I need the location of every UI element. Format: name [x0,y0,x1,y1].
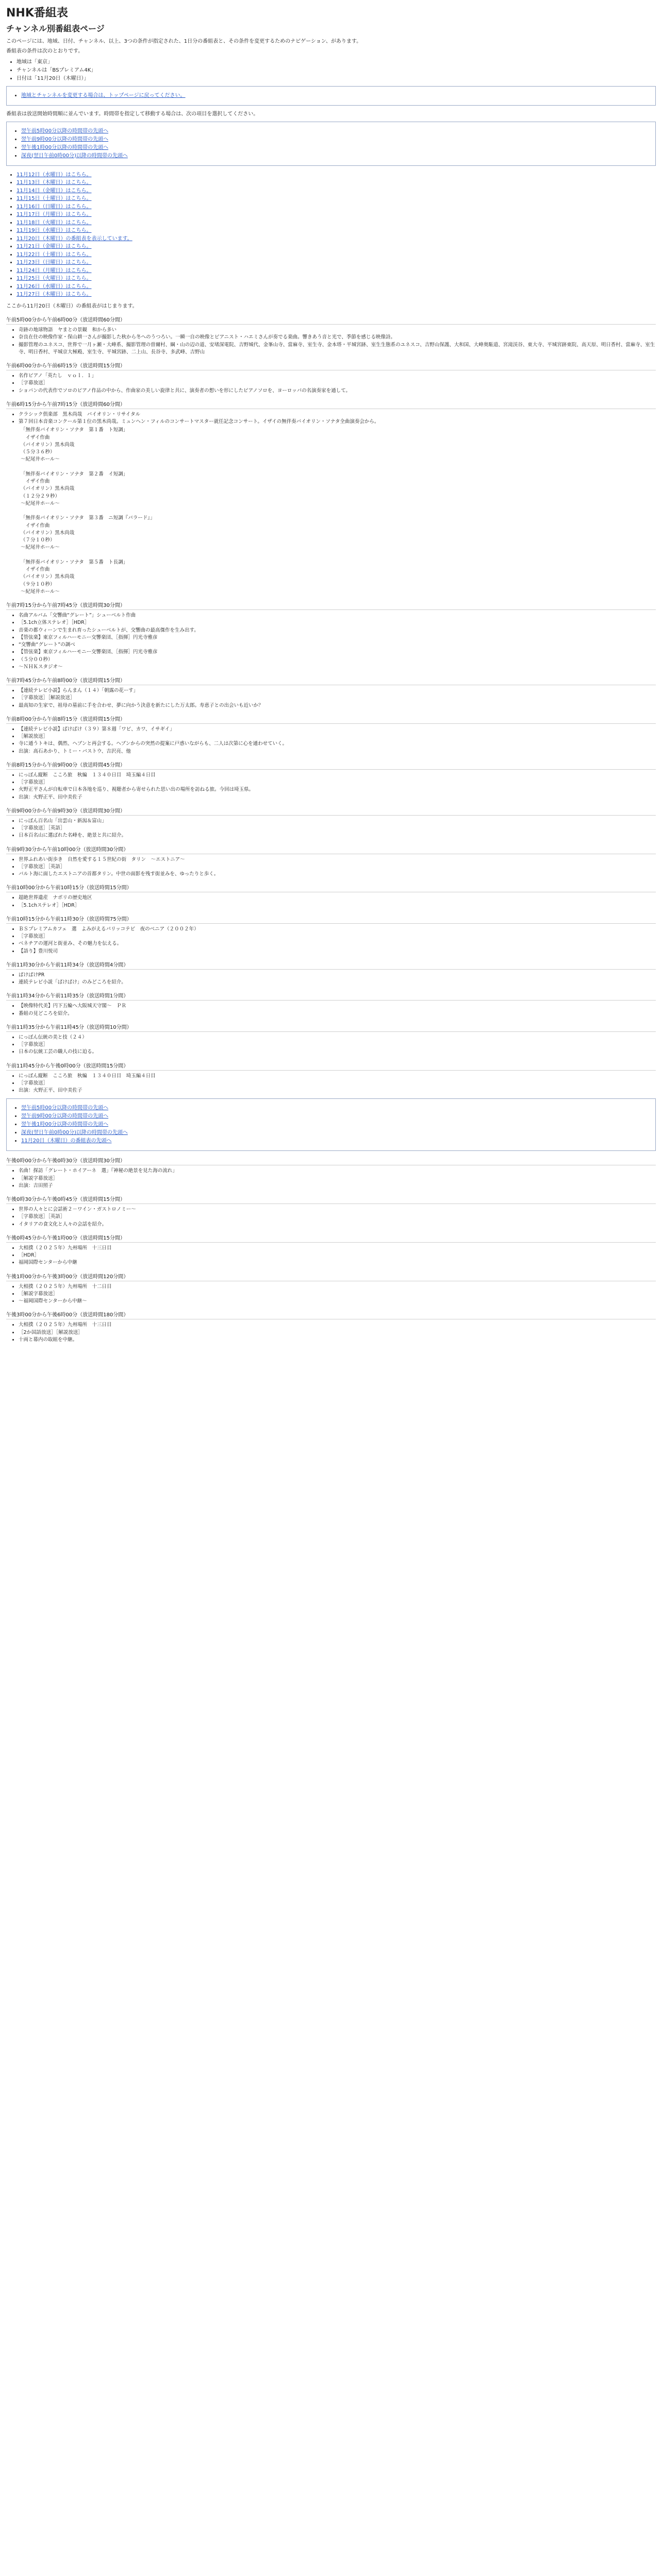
program-detail: • 出演：高石あかり、トミー・バストウ、吉沢亮、他 [19,748,656,755]
program-detail: • 最高知の生家で、祖母の墓前に手を合わせ、夢に向かう決意を新たにした万太郎。寿恵子との出会いも近いか？ [19,702,656,709]
date-nav-item [16,235,656,243]
program-detail: • イタリアの食文化と人々の会話を紹介。 [19,1221,656,1228]
program-detail: • ［HDR］ [19,1252,656,1259]
date-nav-link[interactable]: 11月25日（火曜日）はこちら。 [16,276,92,281]
program-time: 午前5時00分から午前6時00分（放送時間60分間） [6,315,656,325]
time-nav-list [11,127,651,160]
time-nav-box-repeat [6,1098,656,1151]
time-nav-repeat-link[interactable]: 翌午前5時00分以降の時間帯の先頭へ [21,1105,109,1111]
time-nav-link[interactable]: 翌午前5時00分以降の時間帯の先頭へ [21,128,109,134]
program-entry [6,1272,656,1306]
time-nav-intro: 番組表は放送開始時間順に並んでいます。時間帯を指定して移動する場合は、次の項目を選択してください。 [6,111,259,117]
program-entry [6,960,656,987]
program-detail-list [10,772,656,801]
program-detail-list [10,1321,656,1344]
date-nav-link[interactable]: 11月13日（木曜日）はこちら。 [16,180,92,185]
date-nav-item [16,203,656,211]
program-detail: • 日本の伝統工芸の職人の技に迫る。 [19,1048,656,1056]
program-time: 午前7時45分から午前8時00分（放送時間15分間） [6,676,656,685]
program-detail-list [10,1206,656,1228]
condition-region: • 地域は「東京」 [16,58,656,66]
time-nav-link[interactable]: 深夜(翌日午前0時00分)以降の時間帯の先頭へ [21,152,128,159]
program-title: • 世界の人々とに会話術２－ワイン・ガストロノミー〜 [19,1206,656,1213]
date-nav-link[interactable]: 11月23日（日曜日）はこちら。 [16,260,92,265]
program-time: 午前10時15分から午前11時30分（放送時間75分間） [6,914,656,924]
program-detail-list [10,726,656,755]
program-time: 午後0時45分から午後1時00分（放送時間15分間） [6,1233,656,1243]
program-detail: • ベネチアの運河と街並み、その魅力を伝える。 [19,940,656,947]
time-nav-link[interactable]: 翌午後1時00分以降の時間帯の先頭へ [21,144,109,150]
program-time: 午前11時34分から午前11時35分（放送時間1分間） [6,991,656,1001]
program-detail: • ［字幕放送］ [19,380,656,387]
program-detail: • 【語り】豊川悦司 [19,948,656,955]
program-detail: • 十両と幕内の取組を中継。 [19,1336,656,1344]
program-time: 午前6時00分から午前6時15分（放送時間15分間） [6,361,656,370]
program-detail-list [10,1283,656,1306]
back-to-top-link[interactable]: 地域とチャンネルを変更する場合は、トップページに戻ってください。 [21,93,186,98]
change-condition-box [6,86,656,106]
program-detail: • ［解説字幕放送］ [19,1291,656,1298]
program-detail-list [10,1245,656,1267]
program-time: 午後1時00分から午後3時00分（放送時間120分間） [6,1272,656,1281]
date-nav-item [16,283,656,291]
time-nav-repeat-link[interactable]: 深夜(翌日午前0時00分)以降の時間帯の先頭へ [21,1130,128,1136]
time-nav-repeat-item [21,1129,651,1137]
program-detail-list [10,818,656,840]
time-nav-item [21,135,651,144]
program-detail-list [10,894,656,909]
date-nav-item [16,179,656,187]
date-nav-link[interactable]: 11月19日（水曜日）はこちら。 [16,228,92,233]
program-detail: • ショパンの代表作でソロのピアノ作品の中から、作曲家の美しい旋律と共に、演奏者の想いを形にしたピアノソロを、ヨーロッパの名演奏家を通して。 [19,387,656,395]
program-entry [6,1023,656,1056]
program-title: • 超絶世界遺産 ナポリの歴史地区 [19,894,656,902]
date-nav-link[interactable]: 11月18日（火曜日）はこちら。 [16,219,92,226]
program-detail: • 出演：火野正平、田中美佐子 [19,794,656,801]
date-nav-item [16,195,656,203]
date-nav-link[interactable]: 11月22日（土曜日）はこちら。 [16,251,92,258]
time-nav-repeat-link[interactable]: 11月20日（木曜日）の番組表の先頭へ [21,1138,112,1144]
program-detail: • ［字幕放送］［英語］ [19,825,656,832]
program-title: • 【連続テレビ小説】ばけばけ（３９）第８週「ワビ、カワ、イサギイ」 [19,726,656,733]
schedule-start: ここから11月20日（木曜日）の番組表がはじまります。 [6,303,138,309]
program-title: • 大相撲（２０２５年）九州場所 十三日目 [19,1321,656,1329]
program-detail-list [10,1003,656,1018]
program-detail: • 奈良在住の映像作家・保山耕一さんが撮影した秋から冬へのうつろい。一瞬一自の映像とピアニスト・ハエミさんが奏でる楽曲。響きあう音と光で、季節を感じる映像詩。 [19,334,656,341]
program-time: 午後0時00分から午後0時30分（放送時間30分間） [6,1156,656,1165]
program-title: • 奇跡の地球物語 ヤまとの景観 和から多い [19,327,656,334]
date-nav-link[interactable]: 11月15日（土曜日）はこちら。 [16,196,92,201]
program-entry [6,991,656,1018]
program-entry [6,1061,656,1095]
program-detail: • ［5.1chステレオ］［HDR］ [19,902,656,909]
program-detail: • ［2か国語放送］［解説放送］ [19,1329,656,1336]
program-title: • 名曲アルバム「交響曲“グレート”」シューベルト作曲 [19,612,656,619]
program-detail-list [10,856,656,878]
time-nav-item [21,152,651,160]
program-detail: • 出演：吉田照子 [19,1182,656,1190]
time-nav-box [6,122,656,166]
date-nav-item [16,219,656,227]
program-title: • 大相撲（２０２５年）九州場所 十三日目 [19,1245,656,1252]
conditions-label: 番組表の条件は次のとおりです。 [6,48,84,54]
program-title: • 大相撲（２０２５年）九州場所 十二日目 [19,1283,656,1291]
program-detail: • ［字幕放送］ [19,779,656,786]
date-nav-item [16,171,656,179]
program-entry [6,715,656,755]
program-detail-list [10,612,656,671]
program-detail: • 音楽の都ウィーンで生まれ育ったシューベルトが、交響曲の最高傑作を生み出す。 [19,627,656,634]
program-title: • にっぽん縦断 こころ旅 秋編 １３４０日目 埼玉編４日目 [19,1073,656,1080]
program-time: 午前7時15分から午前7時45分（放送時間30分間） [6,601,656,610]
program-detail: • ［字幕放送］［英語］ [19,1213,656,1221]
program-detail: • ［字幕放送］［解説放送］ [19,694,656,702]
program-setlist: 「無伴奏バイオリン・ソナタ 第１番 ト短調」 イザイ作曲 （バイオリン）黒木尚哉 （５分３６秒） 〜紀尾井ホール〜 「無伴奏バイオリン・ソナタ 第２番 イ短調」 イザイ作曲 （バイオリン）黒木尚哉 （１２分２９秒） 〜紀尾井ホール〜 「無伴奏バイオリン・ソナタ 第３番 ニ短調『バラード』」 イザイ作曲 （バイオリン）黒木尚哉 （７分１０秒） 〜紀尾井ホール〜 「無伴奏バイオリン・ソナタ 第５番 ト長調」 イザイ作曲 （バイオリン）黒木尚哉 （９分１０秒） 〜紀尾井ホール〜 [21,427,155,595]
condition-date: • 日付は「11月20日（木曜日）」 [16,75,656,83]
program-title: • クラシック倶楽部 黒木尚哉 バイオリン・リサイタル [19,411,656,418]
program-time: 午前9時00分から午前9時30分（放送時間30分間） [6,806,656,816]
date-nav-link[interactable]: 11月17日（月曜日）はこちら。 [16,212,92,217]
date-nav-link[interactable]: 11月16日（日曜日）はこちら。 [16,204,92,210]
program-time: 午前9時30分から午前10時00分（放送時間30分間） [6,845,656,854]
program-detail-list [10,411,656,426]
program-detail-list [10,1034,656,1056]
date-nav-item [16,259,656,267]
program-time: 午前8時00分から午前8時15分（放送時間15分間） [6,715,656,724]
program-detail-list [10,1073,656,1095]
program-detail: • 福岡国際センターから中継 [19,1259,656,1266]
date-nav-link[interactable]: 11月12日（水曜日）はこちら。 [16,172,92,178]
program-title: • 【映像特代美】円下五輪へ大阪城天守閣〜 ＰＲ [19,1003,656,1010]
program-entry [6,914,656,955]
program-detail: • ［5.1ch立体ステレオ］［HDR］ [19,619,656,626]
program-detail: • 出演：火野正平、田中美佐子 [19,1087,656,1094]
program-entry [6,806,656,840]
date-nav-item [16,187,656,195]
program-detail: • 〜福岡国際センターから中継〜 [19,1298,656,1305]
program-detail: • ［字幕放送］ [19,933,656,940]
program-detail-list [10,972,656,987]
program-title: • 【連続テレビ小説】らんまん（１４）「朝露の花ーす」 [19,687,656,694]
date-nav-item [16,275,656,283]
program-time: 午後0時30分から午後0時45分（放送時間15分間） [6,1195,656,1204]
program-list-am [6,315,656,1094]
program-list-pm [6,1156,656,1344]
program-time: 午前10時00分から午前10時15分（放送時間15分間） [6,883,656,892]
program-time: 午前8時15分から午前9時00分（放送時間45分間） [6,760,656,770]
program-entry [6,1156,656,1190]
program-entry [6,1310,656,1344]
conditions-list [6,58,656,83]
time-nav-repeat-item [21,1137,651,1145]
program-detail: • 火野正平さんが自転車で日本各地を巡り、視聴者から寄せられた思い出の場所を訪ねる旅。今回は埼玉県。 [19,786,656,793]
program-title: • ばけばけPR [19,972,656,979]
date-nav-link[interactable]: 11月27日（木曜日）はこちら。 [16,292,92,297]
date-nav-item [16,243,656,251]
program-time: 午前11時35分から午前11時45分（放送時間10分間） [6,1023,656,1032]
date-nav-item [16,267,656,275]
time-nav-item [21,144,651,152]
program-detail-list [10,327,656,356]
date-nav-link[interactable]: 11月26日（水曜日）はこちら。 [16,283,92,290]
program-detail: • 〜ＮＨＫスタジオ〜 [19,664,656,671]
program-title: • にっぽん百名山「出雲山・新潟＆富山」 [19,818,656,825]
program-entry [6,676,656,709]
program-entry [6,1233,656,1267]
time-nav-link[interactable]: 翌午前9時00分以降の時間帯の先頭へ [21,136,109,142]
program-detail-list [10,687,656,709]
program-entry [6,361,656,395]
program-detail: • ［解説字幕放送］ [19,1175,656,1182]
condition-channel: • チャンネルは「BSプレミアム4K」 [16,66,656,75]
program-detail: • 寺に通うトキは、偶然、ヘブンと再会する。ヘブンからの突然の提案に戸惑いながらも、二人は次第に心を通わせていく。 [19,740,656,748]
program-detail: • ［解説放送］ [19,733,656,740]
program-detail: • 撮影管理のユネスコ、世界で一月ヶ瀬・大峰系、撮影管理の曽爾村、綱・山の辺の道、安堵深電院、吉野城代、金峯山寺、當麻寺、室生寺、金本塔・平城宮跡、室生生態系のユネスコ、吉野山保護、大和国、大峰奥駈道、宮滝渓谷、東大寺、平城宮跡東院、高天原、明日香村、當麻寺、室生寺、明日香村、平城京大極殿、室生寺、平城宮跡、二上山、長谷寺、多武峰、吉野山 [19,342,656,357]
date-nav-link[interactable]: 11月21日（金曜日）はこちら。 [16,244,92,249]
intro-text: このページには、地域、日付、チャンネル、以上、3つの条件が指定された、1日分の番組表と、その条件を変更するためのナビゲーション、があります。 [6,39,362,44]
program-detail: • ［字幕放送］［英語］ [19,863,656,871]
time-nav-item [21,127,651,135]
program-detail: • 第７回日本音楽コンクール第１位の黒木尚哉。ミュンヘン・フィルのコンサートマスター就任記念コンサート。イザイの無伴奏バイオリン・ソナタ全曲演奏会から。 [19,418,656,426]
program-entry [6,400,656,596]
time-nav-repeat-link[interactable]: 翌午後1時00分以降の時間帯の先頭へ [21,1122,109,1128]
program-detail-list [10,372,656,395]
program-entry [6,845,656,878]
page-subtitle: チャンネル別番組表ページ [6,24,105,33]
program-detail: • 【管弦楽】東京フィルハーモニー交響楽団、［指揮］円光寺雅彦 [19,649,656,656]
program-detail: • （５分００秒） [19,656,656,664]
program-detail: • 番組の見どころを紹介。 [19,1010,656,1018]
program-title: • 世界ふれあい街歩き 自然を愛する１５世紀の街 タリン 〜エストニア〜 [19,856,656,863]
program-title: • ＢＳプレミアムカフェ 選 よみがえるパリッコテビ 夜のベニア（２００２年） [19,926,656,933]
time-nav-repeat-link[interactable]: 翌午前9時00分以降の時間帯の先頭へ [21,1113,109,1120]
program-title: • 名曲！探訪「グレート・ホイアーネ 選」『神秘の絶景を見た海の流れ」 [19,1167,656,1175]
time-nav-repeat-item [21,1104,651,1112]
date-nav-link[interactable]: 11月24日（月曜日）はこちら。 [16,267,92,274]
time-nav-repeat-item [21,1121,651,1129]
program-entry [6,315,656,356]
program-detail: • 【管弦楽】東京フィルハーモニー交響楽団、［指揮］円光寺雅彦 [19,634,656,641]
program-detail: • 日本百名山に選ばれた名峰を、絶景と共に紹介。 [19,832,656,839]
program-detail: • ［字幕放送］ [19,1080,656,1087]
program-entry [6,883,656,909]
program-detail: • “交響曲“グレート”の調べ [19,641,656,649]
date-nav-link[interactable]: 11月14日（金曜日）はこちら。 [16,188,92,194]
time-nav-repeat-list [11,1104,651,1145]
program-title: • にっぽん伝統の美と技（２４） [19,1034,656,1041]
program-time: 午前6時15分から午前7時15分（放送時間60分間） [6,400,656,409]
date-nav-item [16,227,656,235]
program-title: • にっぽん縦断 こころ旅 秋編 １３４０日目 埼玉編４日目 [19,772,656,779]
program-detail: • 連続テレビ小説「ばけばけ」のみどころを紹介。 [19,979,656,986]
program-title: • 名作ピアノ「英たし ｖｏｌ．１」 [19,372,656,380]
date-nav-link[interactable]: 11月20日（木曜日）の番組表を表示しています。 [16,235,133,242]
program-entry [6,1195,656,1228]
program-entry [6,760,656,801]
program-time: 午前11時45分から午後0時00分（放送時間15分間） [6,1061,656,1071]
date-nav-list [6,171,656,299]
program-time: 午前11時30分から午前11時34分（放送時間4分間） [6,960,656,970]
program-entry [6,601,656,671]
program-detail: • ［字幕放送］ [19,1041,656,1048]
program-detail-list [10,926,656,955]
date-nav-item [16,291,656,299]
program-time: 午後3時00分から午後6時00分（放送時間180分間） [6,1310,656,1319]
page-title: NHK番組表 [6,7,68,20]
time-nav-repeat-item [21,1112,651,1121]
date-nav-item [16,251,656,259]
date-nav-item [16,211,656,219]
program-detail-list [10,1167,656,1190]
program-detail: • バルト海に面したエストニアの首都タリン。中世の面影を残す街並みを、ゆったりと歩く。 [19,871,656,878]
